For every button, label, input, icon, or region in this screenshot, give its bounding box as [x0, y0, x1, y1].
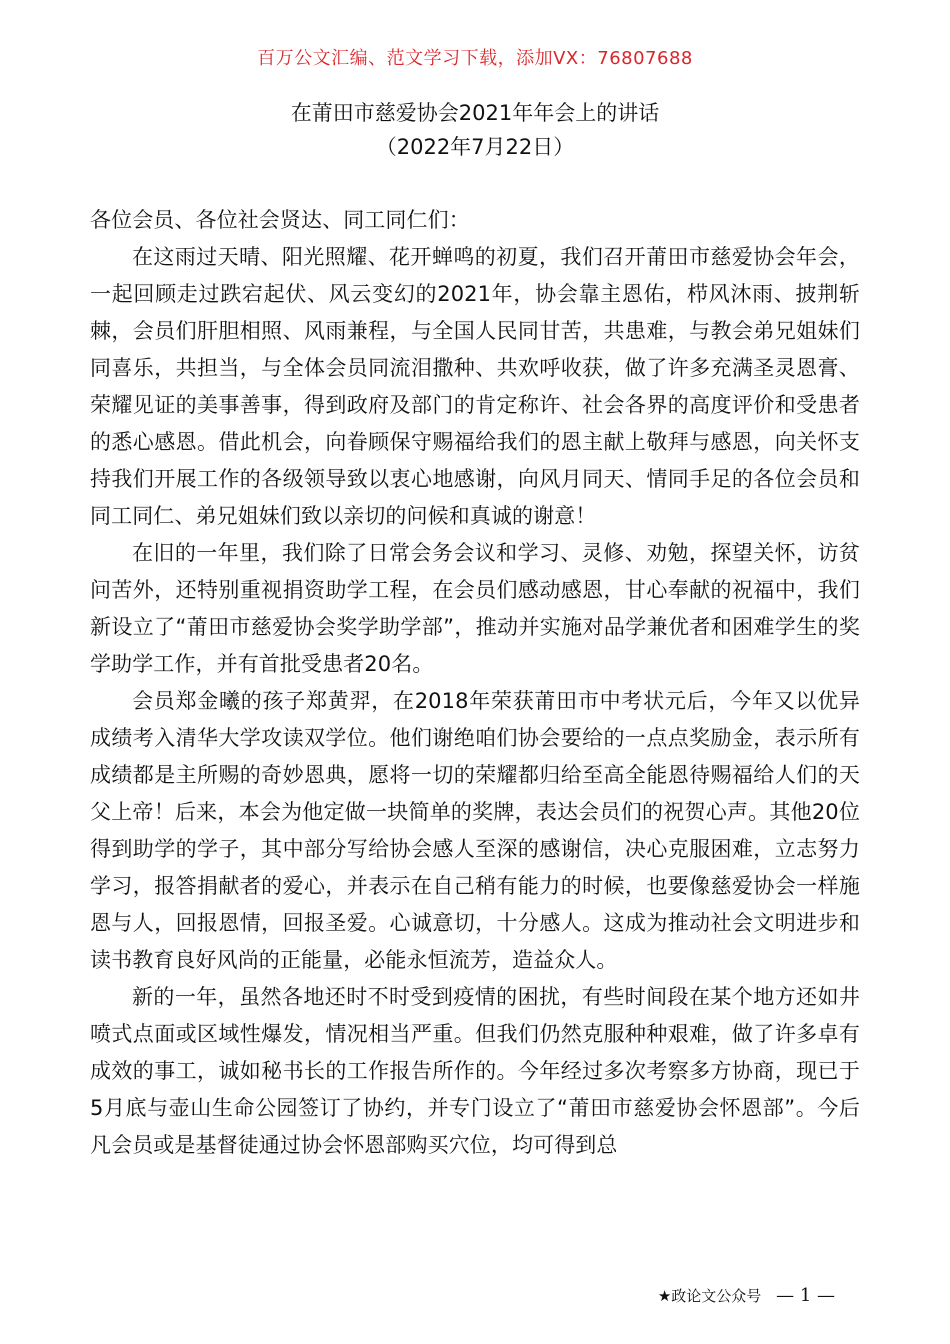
paragraph-3: 会员郑金曦的孩子郑黄羿，在2018年荣获莆田市中考状元后，今年又以优异成绩考入清华大学攻读双学位。他们谢绝咱们协会要给的一点点奖励金，表示所有成绩都是主所赐的奇妙恩典，愿将一切的荣耀都归给至高全能恩待赐福给人们的天父上帝！后来，本会为他定做一块简单的奖牌，表达会员们的祝贺心声。其他20位得到助学的学子，其中部分写给协会感人至深的感谢信，决心克服困难，立志努力学习，报答捐献者的爱心，并表示在自己稍有能力的时候，也要像慈爱协会一样施恩与人，回报恩情，回报圣爱。心诚意切，十分感人。这成为推动社会文明进步和读书教育良好风尚的正能量，必能永恒流芳，造益众人。 — [90, 689, 860, 972]
document-body — [90, 202, 860, 1164]
document-date: （2022年7月22日） — [375, 135, 575, 159]
document-title: 在莆田市慈爱协会2021年年会上的讲话 — [290, 101, 660, 125]
paragraph-1: 在这雨过天晴、阳光照耀、花开蝉鸣的初夏，我们召开莆田市慈爱协会年会，一起回顾走过跌宕起伏、风云变幻的2021年，协会靠主恩佑，栉风沐雨、披荆斩棘，会员们肝胆相照、风雨兼程，与全国人民同甘苦，共患难，与教会弟兄姐妹们同喜乐，共担当，与全体会员同流泪撒种、共欢呼收获，做了许多充满圣灵恩膏、荣耀见证的美事善事，得到政府及部门的肯定称许、社会各界的高度评价和受患者的悉心感恩。借此机会，向眷顾保守赐福给我们的恩主献上敬拜与感恩，向关怀支持我们开展工作的各级领导致以衷心地感谢，向风月同天、情同手足的各位会员和同工同仁、弟兄姐妹们致以亲切的问候和真诚的谢意！ — [90, 245, 860, 528]
paragraph-2: 在旧的一年里，我们除了日常会务会议和学习、灵修、劝勉，探望关怀，访贫问苦外，还特别重视捐资助学工程，在会员们感动感恩，甘心奉献的祝福中，我们新设立了“莆田市慈爱协会奖学助学部”，推动并实施对品学兼优者和困难学生的奖学助学工作，并有首批受患者20名。 — [90, 541, 860, 676]
salutation: 各位会员、各位社会贤达、同工同仁们： — [90, 208, 470, 232]
paragraph-4: 新的一年，虽然各地还时不时受到疫情的困扰，有些时间段在某个地方还如井喷式点面或区域性爆发，情况相当严重。但我们仍然克服种种艰难，做了许多卓有成效的事工，诚如秘书长的工作报告所作的。今年经过多次考察多方协商，现已于5月底与壶山生命公园签订了协约，并专门设立了“莆田市慈爱协会怀恩部”。今后凡会员或是基督徒通过协会怀恩部购买穴位，均可得到总 — [90, 985, 860, 1157]
promo-banner: 百万公文汇编、范文学习下载，添加VX：76807688 — [257, 48, 693, 69]
page-number: — 1 — — [776, 1285, 835, 1306]
page-footer — [658, 1284, 835, 1308]
footer-source: ★政论文公众号 — [657, 1287, 762, 1305]
